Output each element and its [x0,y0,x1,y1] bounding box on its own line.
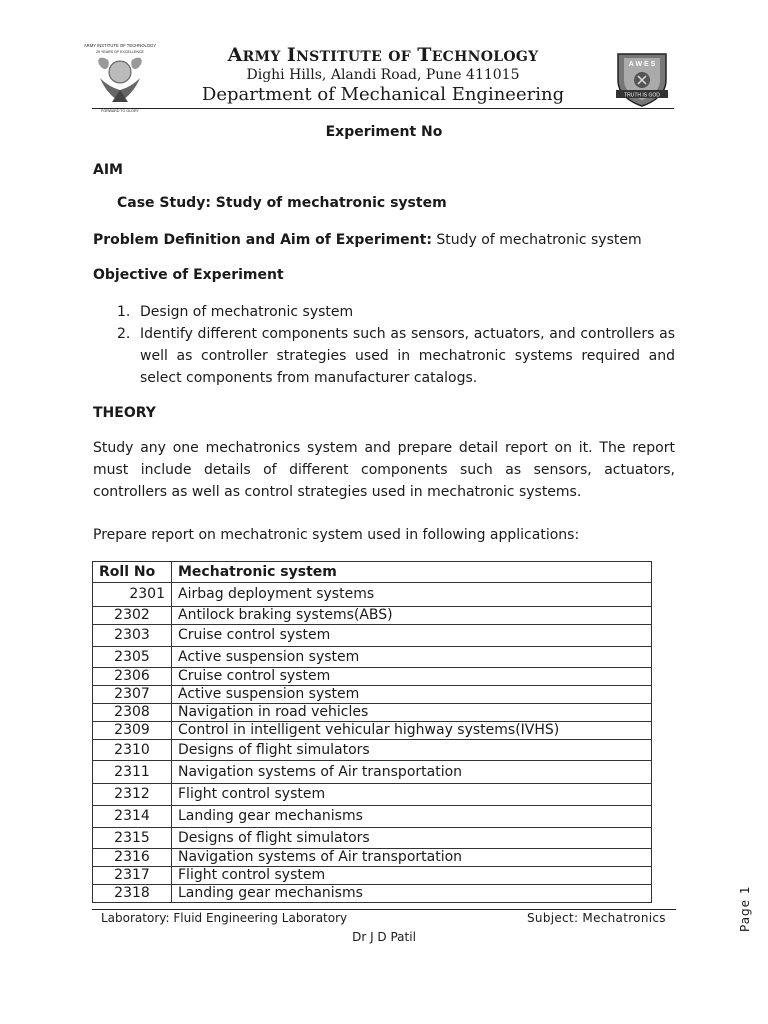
table-row [93,761,652,784]
column-header-system: Mechatronic system [172,562,652,583]
awes-crest-logo [612,44,672,108]
table-row [93,784,652,806]
roll-no-cell: 2317 [93,867,172,885]
table-row [93,722,652,740]
svg-text:FORWARD TO GLORY: FORWARD TO GLORY [101,109,139,113]
table-row [93,668,652,686]
problem-definition [93,229,675,251]
roll-no-cell: 2314 [93,806,172,828]
roll-no-cell: 2311 [93,761,172,784]
system-cell: Navigation systems of Air transportation [172,849,652,867]
institute-name: ARMY INSTITUTE OF TECHNOLOGY [227,44,539,66]
table-row [93,828,652,849]
problem-definition-text: Study of mechatronic system [431,232,642,248]
system-cell: Navigation systems of Air transportation [172,761,652,784]
case-study-text: : Study of mechatronic system [205,195,447,211]
department-name: Department of Mechanical Engineering [201,84,565,105]
header-divider [92,108,674,109]
system-cell: Airbag deployment systems [172,583,652,607]
system-cell: Navigation in road vehicles [172,704,652,722]
system-cell: Designs of flight simulators [172,828,652,849]
table-row [93,583,652,607]
problem-definition-label: Problem Definition and Aim of Experiment: [93,232,432,248]
system-cell: Control in intelligent vehicular highway systems(IVHS) [172,722,652,740]
roll-no-cell: 2318 [93,885,172,903]
system-cell: Flight control system [172,784,652,806]
svg-text:25 YEARS OF EXCELLENCE: 25 YEARS OF EXCELLENCE [96,50,144,54]
column-header-roll-no: Roll No [93,562,172,583]
system-cell: Cruise control system [172,625,652,647]
table-row [93,625,652,647]
svg-text:ARMY INSTITUTE OF TECHNOLOGY: ARMY INSTITUTE OF TECHNOLOGY [83,43,157,48]
roll-no-cell: 2310 [93,740,172,761]
roll-no-cell: 2307 [93,686,172,704]
table-row [93,704,652,722]
roll-no-cell: 2306 [93,668,172,686]
system-cell: Antilock braking systems(ABS) [172,607,652,625]
case-study [93,192,675,214]
case-study-label: Case Study [117,195,206,211]
system-cell: Active suspension system [172,647,652,668]
table-header-row [93,562,652,583]
institute-address: Dighi Hills, Alandi Road, Pune 411015 [246,67,520,83]
aim-heading: AIM [93,162,123,178]
system-cell: Designs of flight simulators [172,740,652,761]
footer-divider [92,909,676,910]
roll-no-cell: 2301 [93,583,172,607]
table-row [93,806,652,828]
theory-heading: THEORY [93,405,156,421]
table-row [93,885,652,903]
roll-no-cell: 2305 [93,647,172,668]
footer-laboratory: Laboratory: Fluid Engineering Laboratory [101,911,348,925]
theory-paragraph: Study any one mechatronics system and prepare detail report on it. The report must include details of different components such as sensors, actuators, controllers as well as control strategies used in mechatronic systems. [93,440,675,500]
roll-no-cell: 2312 [93,784,172,806]
objective-item: 1. Design of mechatronic system [117,304,354,320]
roll-no-cell: 2315 [93,828,172,849]
system-cell: Active suspension system [172,686,652,704]
system-cell: Landing gear mechanisms [172,885,652,903]
objective-list [93,301,675,389]
footer-subject: Subject: Mechatronics [527,911,666,925]
objective-heading: Objective of Experiment [93,267,284,283]
table-row [93,607,652,625]
roll-no-cell: 2302 [93,607,172,625]
svg-text:TRUTH IS GOD: TRUTH IS GOD [624,92,660,99]
roll-assignment-table [92,561,652,903]
svg-text:A W E S: A W E S [628,61,656,68]
system-cell: Landing gear mechanisms [172,806,652,828]
table-row [93,686,652,704]
table-row [93,740,652,761]
table-row [93,867,652,885]
table-row [93,647,652,668]
objective-item: 2. Identify different components such as sensors, actuators, and controllers as well as controller strategies used in mechatronic systems required and select components from manufacturer catalogs. [117,326,675,386]
footer-author: Dr J D Patil [352,930,416,944]
experiment-number: Experiment No [325,124,443,140]
roll-no-cell: 2308 [93,704,172,722]
roll-no-cell: 2303 [93,625,172,647]
theory-instruction: Prepare report on mechatronic system used in following applications: [93,527,580,543]
system-cell: Flight control system [172,867,652,885]
roll-no-cell: 2316 [93,849,172,867]
roll-no-cell: 2309 [93,722,172,740]
table-row [93,849,652,867]
system-cell: Cruise control system [172,668,652,686]
page-number: Page 1 [738,885,752,932]
ait-logo [83,42,157,114]
